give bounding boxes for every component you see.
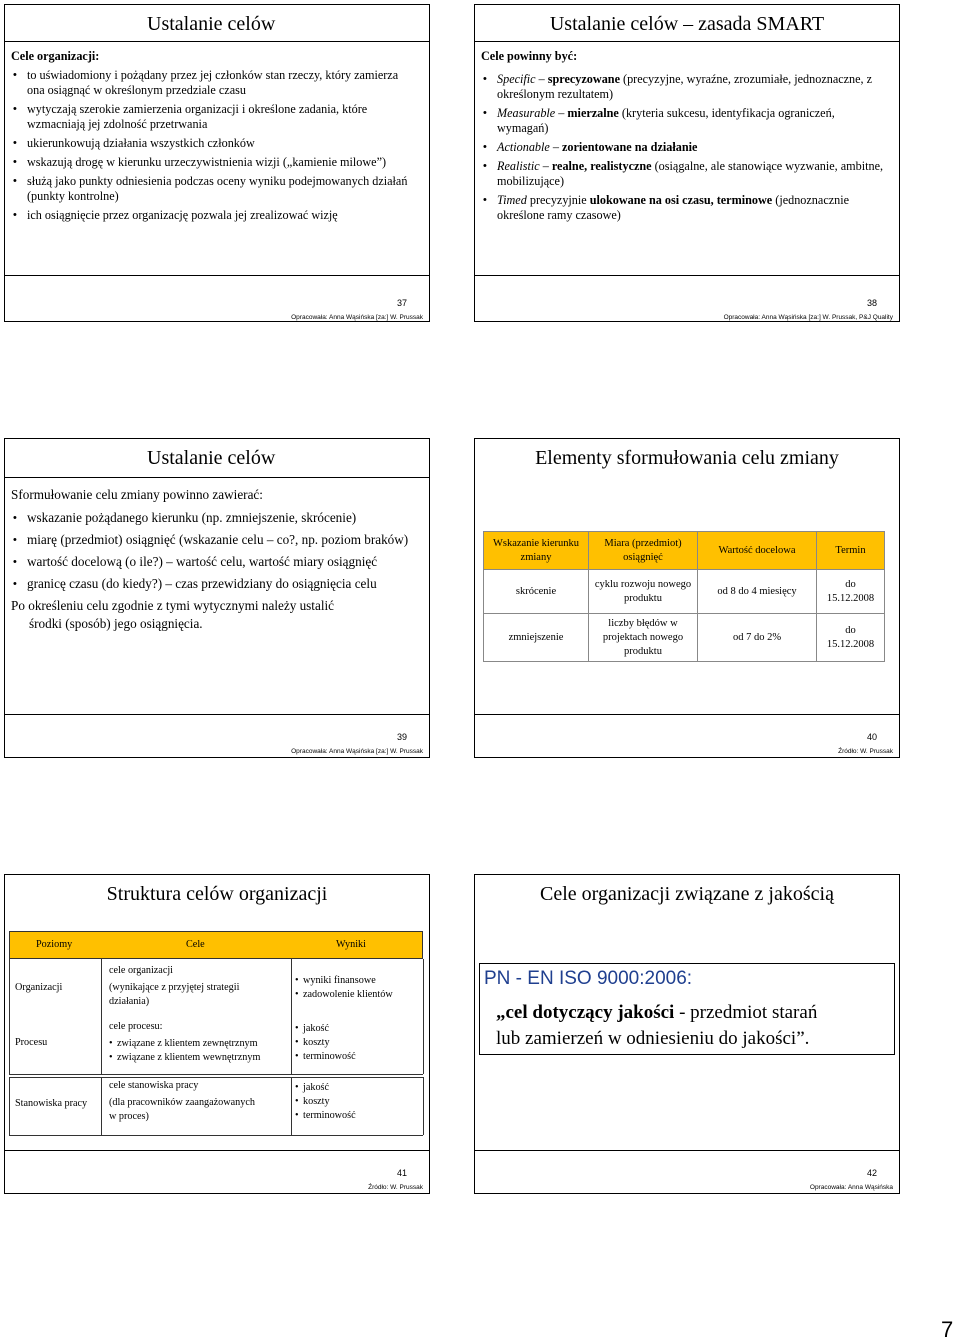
table-cell: liczby błędów w projektach nowego produktu [589,614,698,662]
footer-divider [5,275,429,276]
grid-goal-cell: cele stanowiska pracy (dla pracowników zaangażowanych w proces) [109,1080,255,1122]
slide-38 [474,4,900,322]
list-item: • ich osiągnięcie przez organizację pozwala jej zrealizować wizję [11,208,411,223]
table-header-row [484,532,885,570]
grid-results-cell: • jakość • koszty • terminowość [295,1081,356,1123]
footer-divider [5,714,429,715]
smart-item-realistic: • Realistic – realne, realistyczne (osiągalne, ale stanowiące wyzwanie, ambitne, mobilizujące) [481,159,885,189]
slide-title: Ustalanie celów [147,13,276,35]
table-header-cell: Wskazanie kierunku zmiany [484,532,589,570]
smart-term: Actionable [497,140,550,154]
grid-goal-cell: cele procesu: • związane z klientem zewnętrznym • związane z klientem wewnętrznym [109,1020,291,1065]
list-item: • to uświadomiony i pożądany przez jej członków stan rzeczy, który zamierza ona osiągnąć w określonym przedziale czasu [11,68,411,98]
table-cell: skrócenie [484,570,589,614]
slide-source: Opracowała: Anna Wąsińska [za:] W. Prussak, P&J Quality [723,314,893,321]
slide-number: 40 [867,732,878,742]
grid-header-row [9,931,423,959]
grid-level-cell: Stanowiska pracy [15,1098,88,1109]
slide-number: 38 [867,298,878,308]
grid-header-cell: Cele [186,939,205,950]
slide-body [11,486,429,633]
slide-title: Ustalanie celów – zasada SMART [549,13,825,35]
table-row [484,614,885,662]
slide-title: Struktura celów organizacji [106,883,328,905]
slide-number: 39 [397,732,408,742]
footer-divider [475,714,899,715]
page-number: 7 [941,1317,954,1342]
smart-item-timed: • Timed precyzyjnie ulokowane na osi czasu, terminowe (jednoznacznie określone ramy czasowe) [481,193,885,223]
slide-title: Cele organizacji związane z jakością [540,883,834,905]
list-item: • miarę (przedmiot) osiągnięć (wskazanie celu – co?, np. poziom braków) [11,531,429,549]
goal-structure-grid [9,931,423,1131]
slide-37 [4,4,430,322]
grid-goal-cell: cele organizacji (wynikające z przyjętej strategii działania) [109,965,240,1007]
slide-title: Elementy sformułowania celu zmiany [535,447,839,469]
table-header-cell: Termin [817,532,885,570]
smart-item-specific: • Specific – sprecyzowane (precyzyjne, wyraźne, zrozumiałe, jednoznaczne, z określonym rezultatem) [481,72,885,102]
table-header-cell: Miara (przedmiot) osiągnięć [589,532,698,570]
standard-label: PN - EN ISO 9000:2006: [484,968,693,989]
smart-term: Timed [497,193,527,207]
slide-40 [474,438,900,758]
table-cell: do 15.12.2008 [817,570,885,614]
list-item: • wytyczają szerokie zamierzenia organizacji i określone zadania, które wzmacniają jej zdolność przetrwania [11,102,411,132]
slide-source: Opracowała: Anna Wąsińska [za:] W. Prussak [291,314,423,321]
grid-level-cell: Organizacji [15,982,63,993]
table-header-cell: Wartość docelowa [698,532,817,570]
smart-term: Measurable [497,106,556,120]
closing-text: Po określeniu celu zgodnie z tymi wytycznymi należy ustalić [11,598,335,613]
smart-term: Specific [497,72,536,86]
smart-item-actionable: • Actionable – zorientowane na działanie [481,140,885,155]
grid-header-cell: Poziomy [36,939,73,950]
definition-box [479,963,895,1055]
slide-number: 42 [867,1168,878,1178]
slide-body [481,49,885,227]
grid-results-cell: • wyniki finansowe • zadowolenie klientów [295,974,393,1002]
grid-level-cell: Procesu [15,1037,48,1048]
table-cell: cyklu rozwoju nowego produktu [589,570,698,614]
table-row [484,570,885,614]
slide-number: 37 [397,298,408,308]
footer-divider [475,1150,899,1151]
section-header: Sformułowanie celu zmiany powinno zawierać: [11,487,263,502]
footer-divider [475,275,899,276]
table-cell: od 7 do 2% [698,614,817,662]
list-item: • wskazują drogę w kierunku urzeczywistnienia wizji („kamienie milowe”) [11,155,411,170]
smart-item-measurable: • Measurable – mierzalne (kryteria sukcesu, identyfikacja ograniczeń, wymagań) [481,106,885,136]
section-header: Cele powinny być: [481,49,578,63]
list-item: • ukierunkowują działania wszystkich członków [11,136,411,151]
grid-header-cell: Wyniki [336,939,366,950]
list-item: • granicę czasu (do kiedy?) – czas przewidziany do osiągnięcia celu [11,575,429,593]
table-cell: zmniejszenie [484,614,589,662]
title-divider [5,477,429,478]
table-cell: do 15.12.2008 [817,614,885,662]
slide-title: Ustalanie celów [147,447,276,469]
slide-source: Opracowała: Anna Wąsińska [809,1184,893,1191]
slide-source: Źródło: W. Prussak [838,748,893,755]
smart-term: Realistic [497,159,540,173]
footer-divider [5,1150,429,1151]
definition-text: „cel dotyczący jakości - przedmiot starań lub zamierzeń w odniesieniu do jakości”. [496,1002,818,1049]
slide-41 [4,874,430,1194]
list-item: • służą jako punkty odniesienia podczas oceny wyniku podejmowanych działań (punkty kontrolne) [11,174,411,204]
slide-source: Opracowała: Anna Wąsińska [za:] W. Prussak [291,748,423,755]
goal-elements-table [483,531,885,662]
table-cell: od 8 do 4 miesięcy [698,570,817,614]
grid-results-cell: • jakość • koszty • terminowość [295,1022,356,1064]
title-divider [475,41,899,42]
section-header: Cele organizacji: [11,49,100,63]
list-item: • wskazanie pożądanego kierunku (np. zmniejszenie, skrócenie) [11,509,429,527]
closing-text: środki (sposób) jego osiągnięcia. [29,616,203,631]
slide-number: 41 [397,1168,408,1178]
title-divider [5,41,429,42]
slide-source: Źródło: W. Prussak [368,1184,423,1191]
slide-39 [4,438,430,758]
slide-42 [474,874,900,1194]
list-item: • wartość docelową (o ile?) – wartość celu, wartość miary osiągnięć [11,553,429,571]
slide-body [11,49,411,227]
